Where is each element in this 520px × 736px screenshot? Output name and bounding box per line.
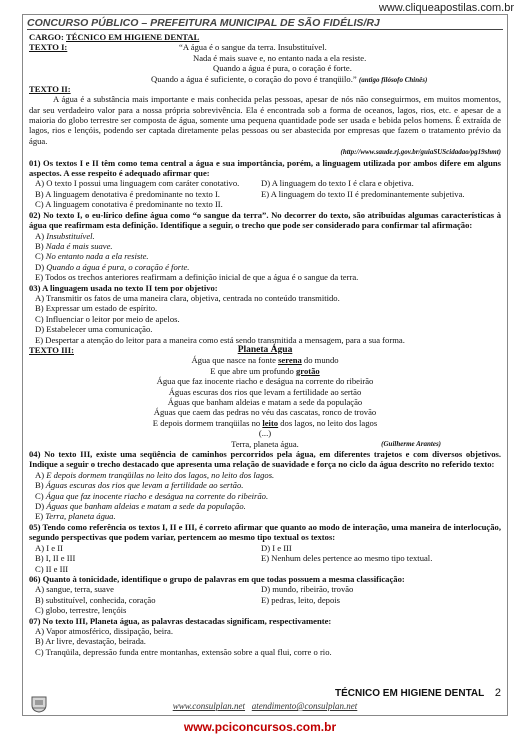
q01-option-e[interactable]: E) A linguagem do texto II é predominantemente subjetiva. [261,188,465,199]
q04-c-text: Água que faz inocente riacho e deságua na corrente do ribeirão. [45,490,269,501]
q03-option-e[interactable]: E) Despertar a atenção do leitor para a maneira como está sendo transmitida a mensagem, para a sua forma. [35,334,405,345]
q06-option-d[interactable]: D) mundo, ribeirão, trovão [261,584,354,595]
q02-c-prefix: C) [35,251,46,262]
q04-a-prefix: A) [35,469,47,480]
texto3-l1-pre: Água que nasce na fonte [191,355,279,366]
texto1-block [29,42,501,83]
texto3-line-6: Águas que caem das pedras no véu das cascatas, ronco de trovão [153,407,377,418]
q02-option-c[interactable] [29,251,501,261]
texto3-line-4: Águas escuras dos rios que levam a fertilidade ao sertão [168,386,362,397]
cargo-value: TÉCNICO EM HIGIENE DENTAL [66,32,200,42]
q06-option-b[interactable]: B) substituível, conhecida, coração [35,594,156,605]
q02-d-prefix: D) [35,261,47,272]
q02-option-e[interactable]: E) Todos os trechos anteriores reafirmam a definição inicial de que a água é o sangue da terra. [35,272,359,283]
q02-d-text: Quando a água é pura, o coração é forte. [46,261,190,272]
q02-option-b[interactable] [29,241,501,251]
q04-stem: 04) No texto III, existe uma seqüência de caminhos percorridos pela água, em diferentes trajetos e com diversos objetivos. Indique a seguir o trecho destacado que apresenta uma relação de suavidade e força no ciclo da água descrito no referido texto: [29,449,501,470]
texto1-line-2: Nada é mais suave e, no entanto nada a ela resiste. [193,52,367,63]
q06-option-c[interactable]: C) globo, terrestre, lençóis [35,605,127,616]
q06-option-e[interactable]: E) pedras, leito, depois [261,594,340,605]
texto1-line-1: “A água é o sangue da terra. Insubstituível. [179,42,327,53]
q05-options [29,543,501,574]
word-grotao: grotão [295,365,320,376]
q01-option-b[interactable]: B) A linguagem denotativa é predominante no texto I. [35,188,220,199]
cargo-line [29,32,501,42]
q04-a-text: E depois dormem tranqüilas no leito dos lagos, no leito dos lagos. [46,469,275,480]
texto3-source: (Guilherme Arantes) [381,439,441,448]
cargo-label: CARGO: [29,32,64,42]
exam-page [22,14,508,716]
texto3-line-9-wrap [29,439,501,449]
texto3-line-5: Águas que banham aldeias e matam a sede da população [167,397,363,407]
q04-b-text: Águas escuras dos rios que levam a fertilidade ao sertão. [45,480,244,491]
consulplan-site-link[interactable]: www.consulplan.net [172,701,246,711]
q07-option-a[interactable]: A) Vapor atmosférico, dissipação, beira. [35,625,174,636]
texto2-label: TEXTO II: [29,83,71,94]
footer-title-text: TÉCNICO EM HIGIENE DENTAL [335,688,485,699]
texto3-block [29,345,501,355]
texto3-title: Planeta Água [237,344,293,355]
q03-stem: 03) A linguagem usada no texto II tem por objetivo: [29,282,218,293]
texto2-paragraph: A água é a substância mais importante e mais conhecida pelas pessoas, apesar de nós não conseguirmos, em muitos momentos, dar seu verdadeiro valor para a nossa própria sobrevivência. Ela é encontrada sob a forma de oceanos, lagos, rios, etc. e apesar de a maioria do globo terrestre ser composta de água, somente uma pequena quantidade pode ser usada e bebida pelos homens. É extraída de lagos, rios e lençóis, podendo ser captada diretamente pelas pessoas ou ser abastecida por empresas que fazem o tratamento prévio da água. [29,94,501,146]
texto3-line-7 [29,418,501,428]
q04-option-d[interactable] [29,501,501,511]
q03-option-c[interactable]: C) Influenciar o leitor por meio de apelos. [35,313,180,324]
texto1-label: TEXTO I: [29,42,68,53]
page-number: 2 [494,687,501,699]
q02-stem: 02) No texto I, o eu-lírico define água como “o sangue da terra”. No decorrer do texto, são atribuídas algumas características à água que reafirmam esta definição. Identifique a seguir, o trecho que pode ser considerado para confirmar tal afirmação: [29,209,501,231]
q01-option-c[interactable]: C) A linguagem conotativa é predominante no texto II. [35,199,223,210]
texto3-line-8: (...) [258,428,272,439]
texto2-source-line [29,146,501,157]
texto3-line-9: Terra, planeta água. [231,438,299,449]
consulplan-email-link[interactable]: atendimento@consulplan.net [251,701,358,711]
q05-option-e[interactable]: E) Nenhum deles pertence ao mesmo tipo textual. [261,553,433,564]
q04-e-text: Terra, planeta água. [45,511,116,522]
q02-b-prefix: B) [35,240,46,251]
q05-option-d[interactable]: D) I e III [261,542,292,553]
q03-option-d[interactable]: D) Estabelecer uma comunicação. [35,324,153,335]
q06-stem: 06) Quanto à tonicidade, identifique o grupo de palavras em que todas possuem a mesma classificação: [29,573,405,584]
texto1-line-3: Quando a água é pura, o coração é forte. [213,63,352,74]
texto2-source: (http://www.saude.rj.gov.br/guiaSUScidadao/pg19shmt) [340,148,501,157]
footer-title [335,687,501,699]
word-serena: serena [278,355,302,366]
texto3-l7-post: dos lagos, no leito dos lagos [278,417,378,428]
q01-stem: 01) Os textos I e II têm como tema central a água e sua importância, porém, a linguagem utilizada por ambos difere em alguns aspectos. A esse respeito é adequado afirmar que: [29,157,501,179]
texto3-l2-pre: E que abre um profundo [210,365,296,376]
exam-header: CONCURSO PÚBLICO – PREFEITURA MUNICIPAL DE SÃO FIDÉLIS/RJ [27,17,503,30]
q02-option-d[interactable] [29,262,501,272]
exam-content [29,32,501,657]
q04-option-c[interactable] [29,491,501,501]
top-url[interactable]: www.cliqueapostilas.com.br [378,2,514,14]
texto1-line-4-text: Quando a água é suficiente, o coração do povo é tranqüilo.” [151,73,357,84]
q04-d-text: Águas que banham aldeias e matam a sede da população. [46,501,246,512]
texto3-line-3: Água que faz inocente riacho e deságua na corrente do ribeirão [156,376,374,387]
footer-links [23,701,507,711]
q01-option-d[interactable]: D) A linguagem do texto I é clara e objetiva. [261,178,414,189]
q07-stem: 07) No texto III, Planeta água, as palavras destacadas significam, respectivamente: [29,615,332,626]
q02-a-text: Insubstituível. [46,230,95,241]
q01-options [29,178,501,209]
texto1-line-4 [29,74,501,85]
texto3-label: TEXTO III: [29,344,74,355]
texto3-l7-pre: E depois dormem tranqüilas no [152,417,263,428]
q05-option-a[interactable]: A) I e II [35,542,63,553]
q04-option-e[interactable] [29,511,501,521]
texto3-l1-post: do mundo [301,355,339,366]
q04-c-prefix: C) [35,490,46,501]
q05-stem: 05) Tendo como referência os textos I, II e III, é correto afirmar que quanto ao modo de interação, uma maneira de interlocução, segundo perspectivas que podem variar, pertencem ao mesmo tipo textual os textos: [29,521,501,543]
q02-c-text: No entanto nada a ela resiste. [45,251,149,262]
q04-b-prefix: B) [35,480,46,491]
q04-option-b[interactable] [29,480,501,490]
bottom-url[interactable]: www.pciconcursos.com.br [183,720,337,734]
q07-option-b[interactable]: B) Ar livre, devastação, beirada. [35,636,146,647]
q07-option-c[interactable]: C) Tranqüila, depressão funda entre montanhas, extensão sobre a qual flui, corre o rio. [35,646,332,657]
texto3-line-1 [29,355,501,365]
q06-option-a[interactable]: A) sangue, terra, suave [35,584,114,595]
q04-d-prefix: D) [35,501,47,512]
q04-option-a[interactable] [29,470,501,480]
q05-option-b[interactable]: B) I, II e III [35,553,76,564]
q03-option-b[interactable]: B) Expressar um estado de espírito. [35,303,158,314]
q02-a-prefix: A) [35,230,47,241]
texto1-source: (antigo filósofo Chinês) [358,75,428,84]
word-leito: leito [262,417,279,428]
q01-option-a[interactable]: A) O texto I possui uma linguagem com caráter conotativo. [35,178,240,189]
q05-option-c[interactable]: C) II e III [35,563,69,574]
q02-b-text: Nada é mais suave. [45,240,113,251]
q03-option-a[interactable]: A) Transmitir os fatos de uma maneira clara, objetiva, centrada no conteúdo transmitido. [35,292,340,303]
q04-e-prefix: E) [35,511,46,522]
q06-options [29,584,501,615]
q02-option-a[interactable] [29,231,501,241]
texto3-line-2 [29,366,501,376]
